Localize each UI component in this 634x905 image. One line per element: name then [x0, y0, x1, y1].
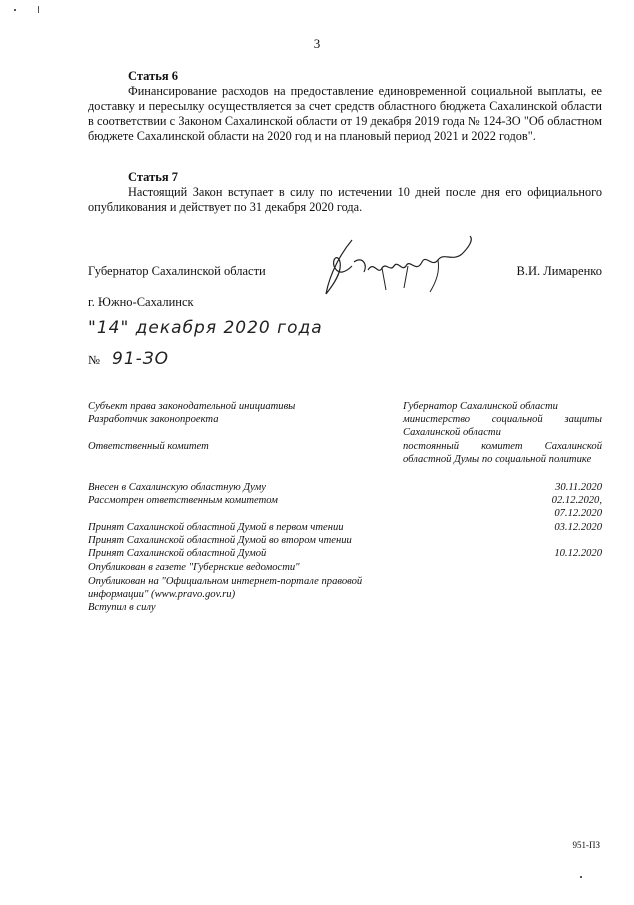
law-number: 91-ЗО	[112, 349, 170, 369]
article-7-text: Настоящий Закон вступает в силу по истечении 10 дней после дня его официального опубликования и действует по 31 декабря 2020 года.	[88, 185, 602, 214]
published-newspaper-label: Опубликован в газете "Губернские ведомости"	[88, 562, 300, 573]
scan-speck	[14, 9, 16, 11]
published-portal-label: Опубликован на "Официальном интернет-портале правовой информации" (www.pravo.gov.ru)	[88, 576, 363, 601]
committee-label: Ответственный комитет	[88, 441, 209, 452]
signing-date: "14" декабря 2020 года	[88, 318, 323, 338]
footer-code: 951-ПЗ	[572, 840, 600, 850]
developer-value: министерство социальной защиты Сахалинской области	[403, 414, 602, 439]
article-7-title: Статья 7	[128, 170, 178, 184]
introduced-label: Внесен в Сахалинскую областную Думу	[88, 482, 266, 493]
first-reading-label: Принят Сахалинской областной Думой в первом чтении	[88, 522, 344, 533]
entered-force-label: Вступил в силу	[88, 602, 156, 613]
signing-city: г. Южно-Сахалинск	[88, 295, 194, 309]
article-6-title: Статья 6	[128, 69, 178, 83]
adopted-label: Принят Сахалинской областной Думой	[88, 548, 267, 559]
initiative-subject-label: Субъект права законодательной инициативы	[88, 401, 296, 412]
signatory-name: В.И. Лимаренко	[516, 264, 602, 278]
reviewed-date-2: 07.12.2020	[554, 508, 602, 519]
scan-speck	[580, 876, 582, 878]
law-number-label: №	[88, 353, 100, 367]
second-reading-label: Принят Сахалинской областной Думой во втором чтении	[88, 535, 352, 546]
developer-label: Разработчик законопроекта	[88, 414, 219, 425]
article-6-text: Финансирование расходов на предоставление единовременной социальной выплаты, ее доставку и пересылку осуществляется за счет средств областного бюджета Сахалинской области в соответствии с Законом Сахалинской области от 19 декабря 2019 года № 124-ЗО "Об областном бюджете Сахалинской области на 2020 год и на плановый период 2021 и 2022 годов".	[88, 84, 602, 143]
committee-value: постоянный комитет Сахалинской областной Думы по социальной политике	[403, 441, 602, 466]
reviewed-date-1: 02.12.2020,	[551, 495, 602, 506]
signatory-position: Губернатор Сахалинской области	[88, 264, 266, 278]
initiative-subject-value: Губернатор Сахалинской области	[403, 401, 558, 412]
adopted-date: 10.12.2020	[554, 548, 602, 559]
introduced-date: 30.11.2020	[555, 482, 602, 493]
reviewed-label: Рассмотрен ответственным комитетом	[88, 495, 278, 506]
page-number: 3	[313, 36, 321, 51]
handwritten-signature	[312, 232, 492, 312]
scan-speck	[38, 6, 39, 13]
first-reading-date: 03.12.2020	[554, 522, 602, 533]
